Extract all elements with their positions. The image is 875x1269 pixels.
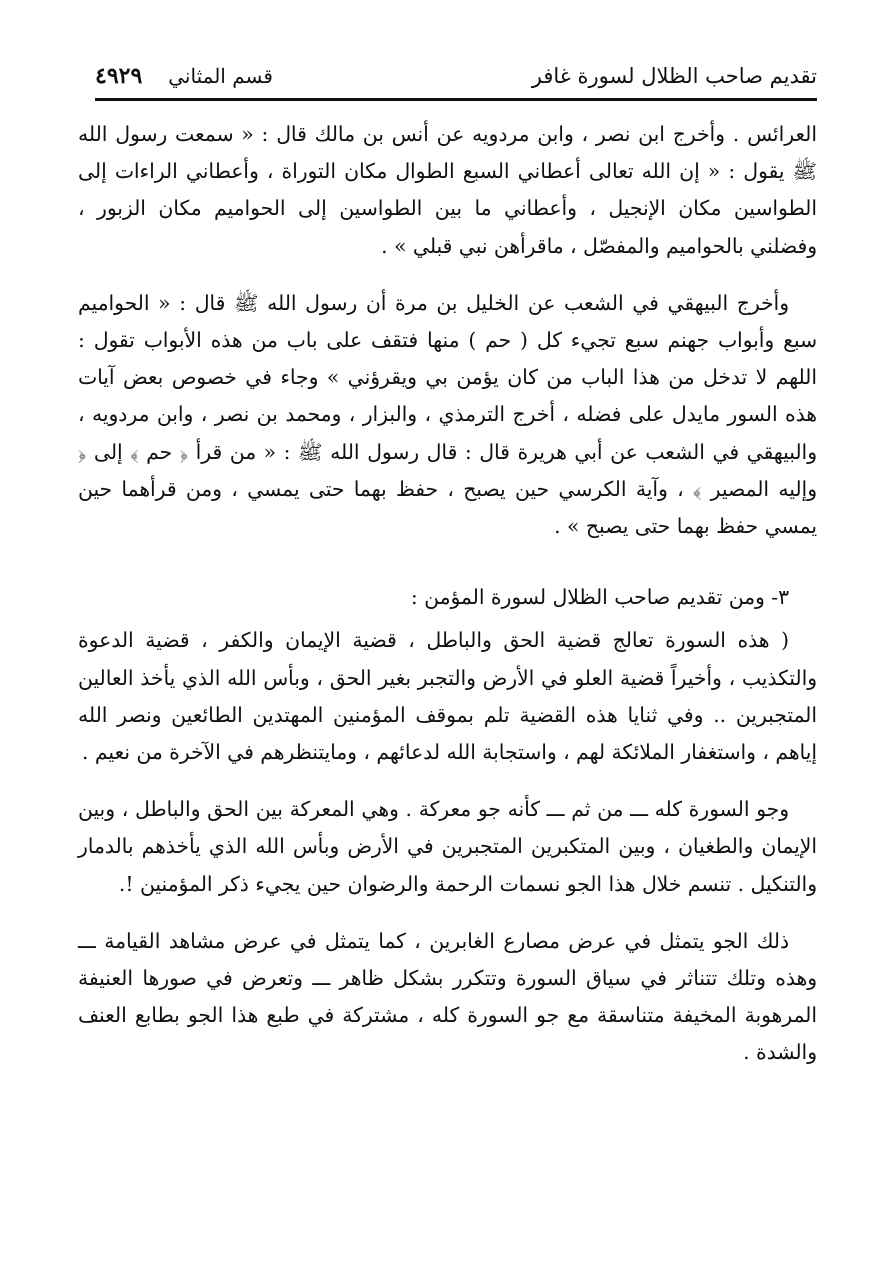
paragraph: ( هذه السورة تعالج قضية الحق والباطل ، قضية الإيمان والكفر ، قضية الدعوة والتكذيب ، وأخيراً قضية العلو في الأرض والتجبر بغير الحق ، وبأس الله الذي يأخذ العالين المتجبرين .. وفي ثنايا هذه القضية تلم بموقف المؤمنين المهتدين الطائعين ونصر الله إياهم ، واستغفار الملائكة لهم ، واستجابة الله لدعائهم ، ومايتنظرهم في الآخرة من نعيم .	[78, 628, 817, 765]
running-title: تقديم صاحب الظلال لسورة غافر	[531, 64, 817, 88]
body-text	[78, 116, 817, 1092]
paragraph: وجو السورة كله ـــ من ثم ـــ كأنه جو معركة . وهي المعركة بين الحق والباطل ، وبين الإيمان والطغيان ، وبين المتكبرين المتجبرين في الأرض وبأس الله الذي يأخذهم بالدمار والتنكيل . تنسم خلال هذا الجو نسمات الرحمة والرضوان حين يجيء ذكر المؤمنين !.	[78, 797, 817, 896]
page-header	[95, 54, 817, 98]
paragraph: العرائس . وأخرج ابن نصر ، وابن مردويه عن أنس بن مالك قال : « سمعت رسول الله ﷺ يقول : « إن الله تعالى أعطاني السبع الطوال مكان التوراة ، وأعطاني الراءات إلى الطواسين مكان الإنجيل ، وأعطاني ما بين الطواسين إلى الحواميم مكان الزبور ، وفضلني بالحواميم والمفصّل ، ماقرأهن نبي قبلي » .	[78, 122, 817, 258]
header-meta	[95, 63, 273, 89]
page-number: ٤٩٢٩	[95, 63, 143, 89]
paragraph: ذلك الجو يتمثل في عرض مصارع الغابرين ، كما يتمثل في عرض مشاهد القيامة ـــ وهذه وتلك تتناثر في سياق السورة وتتكرر بشكل ظاهر ـــ وتعرض في صورها العنيفة المرهوبة المخيفة متناسقة مع جو السورة كله ، مشتركة في طبع هذا الجو بطابع العنف والشدة .	[78, 928, 817, 1065]
section-name: قسم المثاني	[168, 64, 273, 88]
header-rule	[95, 98, 817, 101]
section-heading: ٣- ومن تقديم صاحب الظلال لسورة المؤمن :	[410, 585, 789, 610]
paragraph: وأخرج البيهقي في الشعب عن الخليل بن مرة أن رسول الله ﷺ قال : « الحواميم سبع وأبواب جهنم سبع تجيء كل ( حم ) منها فتقف على باب من هذه الأبواب تقول : اللهم لا تدخل من هذا الباب من كان يؤمن بي ويقرؤني » وجاء في خصوص بعض آيات هذه السور مايدل على فضله ، أخرج الترمذي ، والبزار ، ومحمد بن نصر ، وابن مردويه ، والبيهقي في الشعب عن أبي هريرة قال : قال رسول الله ﷺ : « من قرأ ﴿ حم ﴾ إلى ﴿ وإليه المصير ﴾ ، وآية الكرسي حين يصبح ، حفظ بهما حتى يمسي ، ومن قرأهما حين يمسي حفظ بهما حتى يصبح » .	[78, 290, 817, 539]
